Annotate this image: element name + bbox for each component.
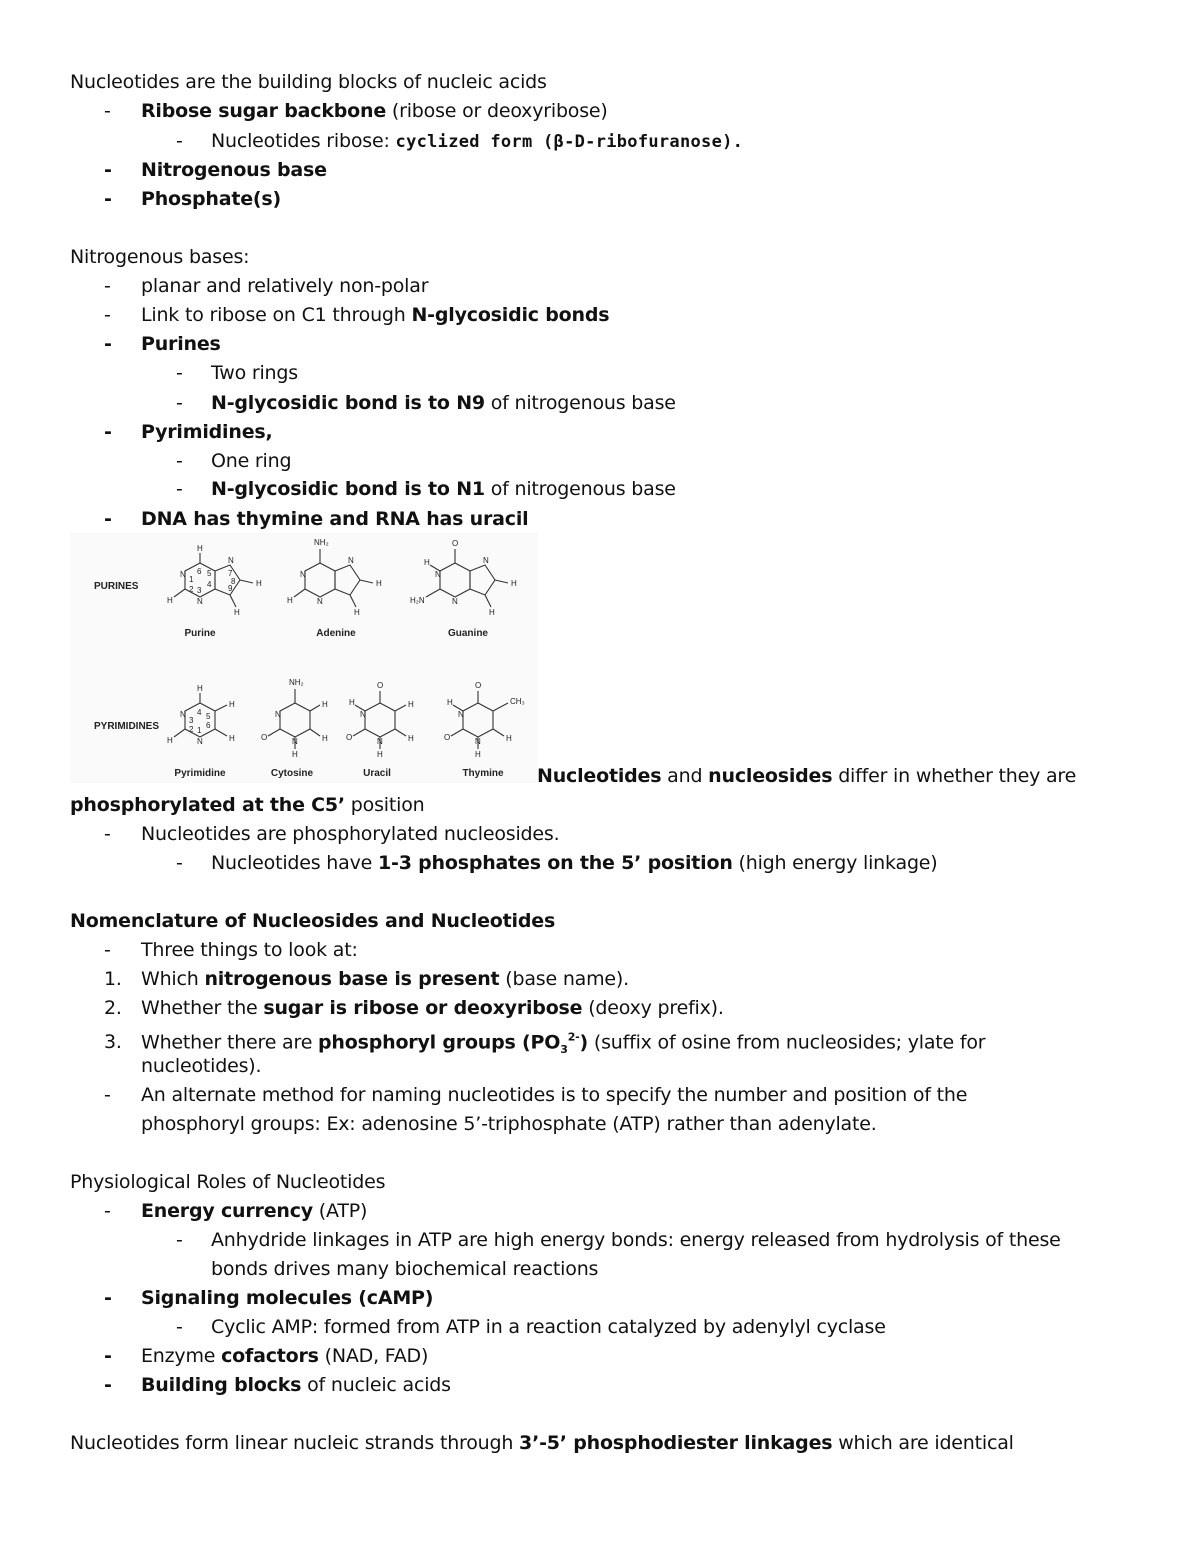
atom-label: O (444, 733, 451, 742)
atom-label: H (349, 698, 355, 707)
bullet: - (176, 362, 183, 384)
ring-number: 9 (228, 584, 233, 593)
list-item: - Energy currency (ATP) (104, 1197, 367, 1226)
nitrogenous-bases-figure (70, 533, 538, 783)
atom-label: H (447, 698, 453, 707)
list-item: - Nucleotides are phosphorylated nucleosides. (104, 820, 559, 849)
list-item: - Purines (104, 330, 221, 359)
structures-svg (70, 533, 538, 783)
structure-name: Cytosine (270, 768, 314, 779)
atom-label: NH₂ (289, 678, 304, 687)
atom-label: N (483, 556, 489, 565)
bullet: - (104, 823, 111, 845)
atom-label: O (377, 681, 384, 690)
ring-number: 1 (197, 726, 202, 735)
list-subitem: - N-glycosidic bond is to N9 of nitrogenous base (176, 389, 676, 418)
list-item: - Three things to look at: (104, 936, 358, 965)
bullet: - (176, 450, 183, 472)
list-subitem-continuation: bonds drives many biochemical reactions (211, 1258, 599, 1280)
atom-label: H (506, 734, 512, 743)
atom-label: H (377, 750, 383, 759)
bullet: - (104, 421, 112, 443)
atom-label: H (167, 596, 173, 605)
section-heading: Nomenclature of Nucleosides and Nucleotides (70, 910, 556, 932)
atom-label: H₂N (410, 596, 425, 605)
atom-label: O (346, 733, 353, 742)
atom-label: N (300, 570, 306, 579)
atom-label: N (377, 737, 383, 746)
purines-label: PURINES (94, 581, 139, 592)
ring-number: 3 (197, 586, 202, 595)
atom-label: H (475, 750, 481, 759)
atom-label: H (376, 579, 382, 588)
atom-label: H (197, 684, 203, 693)
bullet: - (104, 304, 111, 326)
atom-label: H (322, 700, 328, 709)
ring-number: 6 (206, 721, 211, 730)
list-item: - planar and relatively non-polar (104, 272, 428, 301)
ring-number: 6 (197, 567, 202, 576)
atom-label: H (511, 579, 517, 588)
structure-name: Purine (184, 628, 216, 639)
atom-label: N (180, 710, 186, 719)
section-heading: Nitrogenous bases: (70, 246, 250, 268)
list-item-continuation: phosphoryl groups: Ex: adenosine 5’-triphosphate (ATP) rather than adenylate. (141, 1113, 877, 1135)
atom-label: O (261, 733, 268, 742)
structure-name: Guanine (447, 628, 489, 639)
atom-label: N (275, 710, 281, 719)
atom-label: N (348, 556, 354, 565)
ring-number: 5 (207, 569, 212, 578)
atom-label: N (292, 737, 298, 746)
list-subitem: - One ring (176, 447, 291, 476)
ring-number: 2 (189, 585, 194, 594)
ring-number: 8 (231, 577, 236, 586)
list-item: - Signaling molecules (cAMP) (104, 1284, 433, 1313)
bullet: - (104, 1084, 111, 1106)
numbered-item: 2. Whether the sugar is ribose or deoxyribose (deoxy prefix). (104, 997, 724, 1019)
atom-label: N (452, 597, 458, 606)
atom-label: N (435, 570, 441, 579)
list-subitem: - Two rings (176, 359, 298, 388)
atom-label: O (452, 539, 459, 548)
ring-number: 1 (189, 575, 194, 584)
bullet: - (176, 130, 183, 152)
structure-name: Uracil (363, 768, 391, 779)
bullet: - (104, 1200, 111, 1222)
bullet: - (176, 1229, 183, 1251)
ring-number: 4 (197, 708, 202, 717)
atom-label: H (287, 596, 293, 605)
atom-label: N (317, 597, 323, 606)
atom-label: CH₃ (510, 697, 525, 706)
bullet: - (176, 1316, 183, 1338)
bullet: - (104, 1345, 112, 1367)
bullet: - (104, 275, 111, 297)
list-item: - Ribose sugar backbone (ribose or deoxyribose) (104, 97, 608, 126)
pyrimidines-label: PYRIMIDINES (94, 721, 160, 732)
atom-label: H (489, 608, 495, 617)
paragraph: Nucleotides form linear nucleic strands through 3’-5’ phosphodiester linkages which are identical (70, 1432, 1014, 1454)
numbered-item: 1. Which nitrogenous base is present (base name). (104, 968, 629, 990)
list-subitem: - Anhydride linkages in ATP are high energy bonds: energy released from hydrolysis of these (176, 1226, 1061, 1255)
list-item: - Link to ribose on C1 through N-glycosidic bonds (104, 301, 609, 330)
atom-label: N (475, 737, 481, 746)
list-subitem: - Nucleotides have 1-3 phosphates on the 5’ position (high energy linkage) (176, 849, 938, 878)
atom-label: N (360, 710, 366, 719)
bullet: - (104, 159, 112, 181)
structure-name: Thymine (462, 768, 504, 779)
list-item: - Nitrogenous base (104, 156, 327, 185)
atom-label: NH₂ (314, 538, 329, 547)
list-item: - Enzyme cofactors (NAD, FAD) (104, 1342, 428, 1371)
intro-paragraph: Nucleotides are the building blocks of nucleic acids (70, 71, 547, 93)
atom-label: H (197, 544, 203, 553)
bullet: - (104, 333, 112, 355)
list-item: - DNA has thymine and RNA has uracil (104, 505, 529, 534)
bullet: - (104, 1287, 112, 1309)
bullet: - (104, 100, 111, 122)
ring-number: 2 (189, 725, 194, 734)
ring-number: 5 (206, 712, 211, 721)
ring-number: 3 (189, 716, 194, 725)
list-subitem: - N-glycosidic bond is to N1 of nitrogenous base (176, 475, 676, 504)
atom-label: O (475, 681, 482, 690)
structure-name: Pyrimidine (174, 768, 226, 779)
ring-number: 7 (228, 569, 233, 578)
atom-label: N (228, 556, 234, 565)
list-item: - Pyrimidines, (104, 418, 273, 447)
atom-label: H (292, 750, 298, 759)
bullet: - (176, 392, 183, 414)
atom-label: H (229, 734, 235, 743)
paragraph: Nucleotides and nucleosides differ in whether they are (537, 765, 1077, 787)
ring-number: 4 (207, 580, 212, 589)
list-subitem: - Cyclic AMP: formed from ATP in a reaction catalyzed by adenylyl cyclase (176, 1313, 886, 1342)
list-item: - An alternate method for naming nucleotides is to specify the number and position of the (104, 1081, 967, 1110)
section-heading: Physiological Roles of Nucleotides (70, 1171, 386, 1193)
atom-label: H (167, 736, 173, 745)
numbered-item-continuation: nucleotides). (141, 1055, 262, 1077)
bullet: - (176, 852, 183, 874)
list-item: - Building blocks of nucleic acids (104, 1371, 451, 1400)
atom-label: H (408, 700, 414, 709)
bullet: - (176, 478, 183, 500)
atom-label: N (458, 710, 464, 719)
atom-label: N (197, 597, 203, 606)
atom-label: H (234, 608, 240, 617)
numbered-item: 3. Whether there are phosphoryl groups $(PO_3^{2-})$ (suffix of osine from nucleosides; ylate for (104, 1031, 986, 1057)
atom-label: H (354, 608, 360, 617)
paragraph: phosphorylated at the C5’ position (70, 794, 425, 816)
atom-label: N (197, 737, 203, 746)
atom-label: H (408, 734, 414, 743)
atom-label: H (424, 558, 430, 567)
bullet: - (104, 508, 112, 530)
list-subitem: - Nucleotides ribose: cyclized form (β-D-ribofuranose). (176, 127, 743, 156)
structure-name: Adenine (316, 628, 356, 639)
atom-label: H (256, 579, 262, 588)
atom-label: H (229, 700, 235, 709)
atom-label: N (180, 570, 186, 579)
bullet: - (104, 939, 111, 961)
list-item: - Phosphate(s) (104, 185, 281, 214)
bullet: - (104, 188, 112, 210)
bullet: - (104, 1374, 112, 1396)
atom-label: H (322, 734, 328, 743)
